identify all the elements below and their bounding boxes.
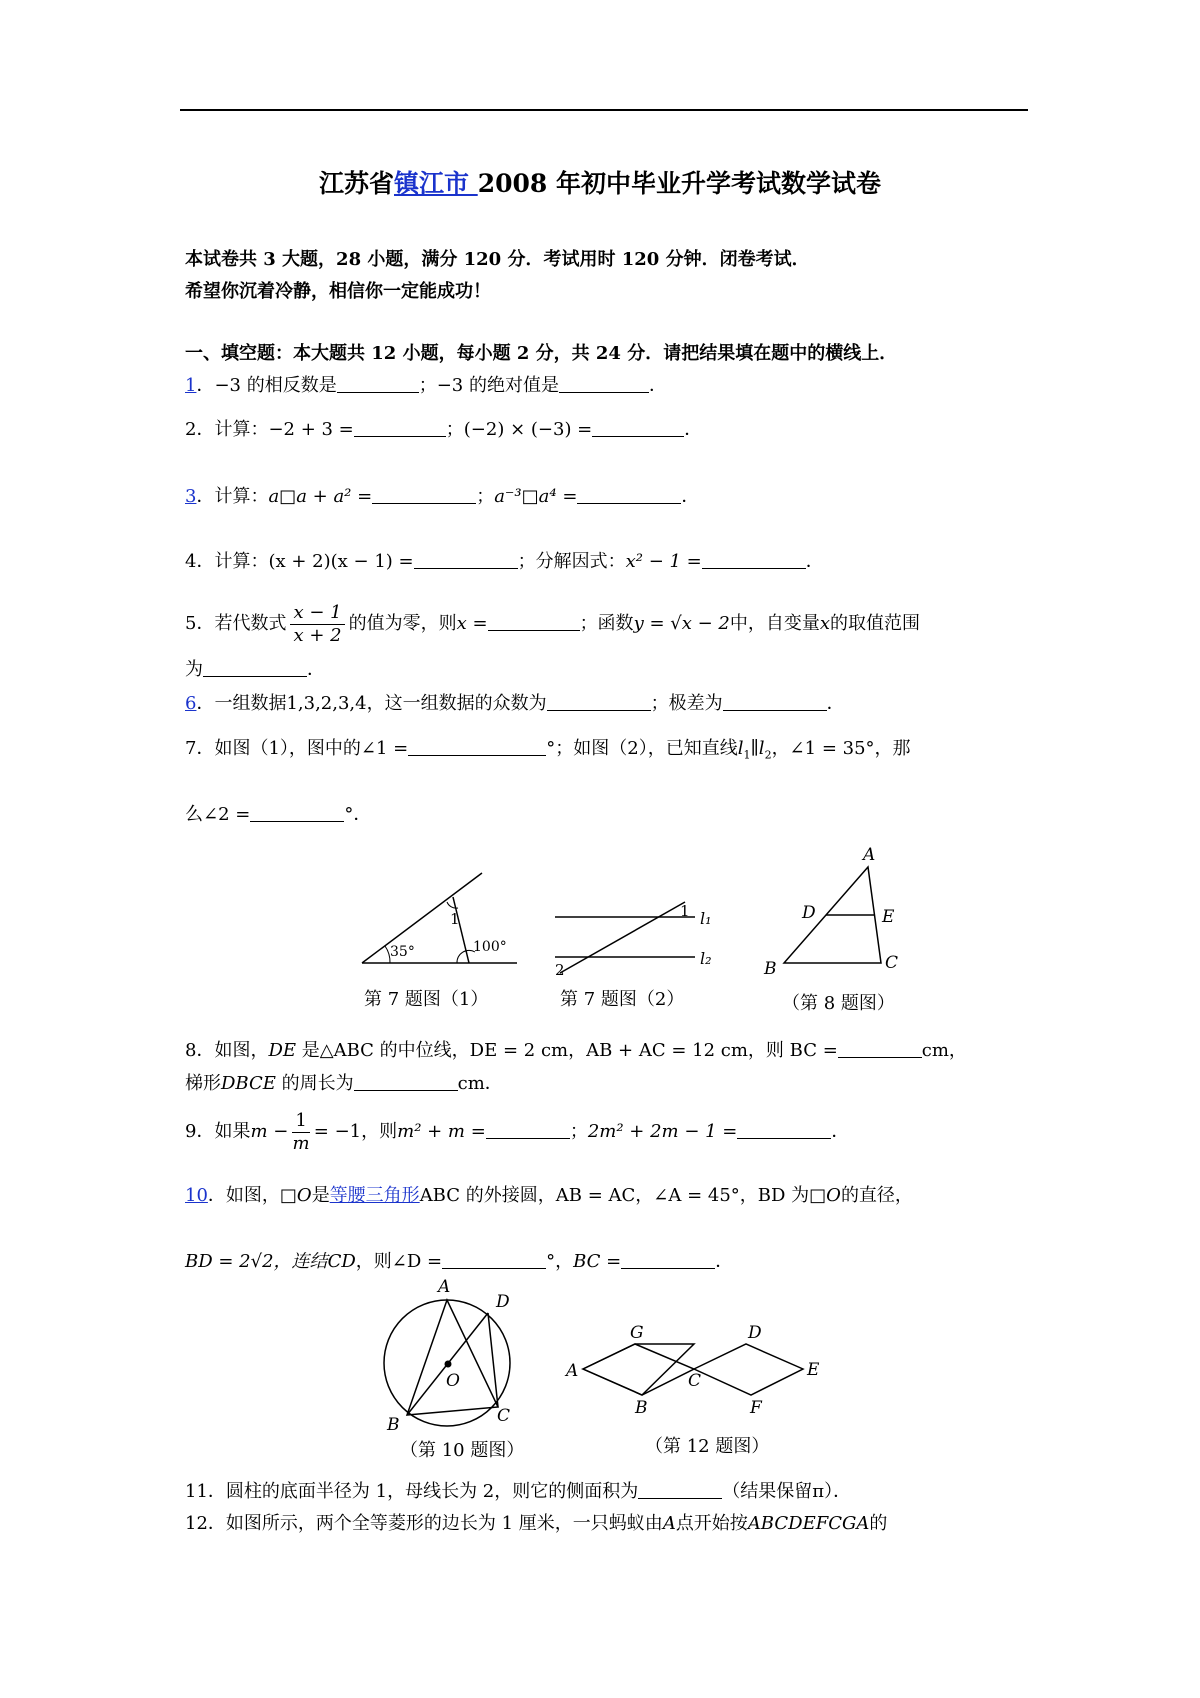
figure-7-2 bbox=[555, 902, 712, 979]
question-3-link[interactable]: 3 bbox=[185, 486, 197, 507]
fig12-label-D: D bbox=[748, 1323, 762, 1343]
fig8-label-A: A bbox=[863, 845, 876, 865]
fig8-label-D: D bbox=[802, 903, 816, 923]
caption-fig10: （第 10 题图） bbox=[400, 1440, 525, 1461]
figure-8 bbox=[763, 845, 898, 979]
question-10-link[interactable]: 10 bbox=[185, 1185, 208, 1206]
question-4: 4．计算：(x + 2)(x − 1) = ；分解因式：x² − 1 = ． bbox=[185, 551, 824, 572]
answer-blank bbox=[621, 1252, 715, 1269]
top-rule bbox=[180, 109, 1028, 111]
answer-blank bbox=[547, 694, 651, 711]
fig8-label-E: E bbox=[882, 907, 895, 927]
answer-blank bbox=[354, 420, 446, 437]
fig12-label-F: F bbox=[750, 1398, 762, 1418]
fig12-label-C: C bbox=[688, 1371, 702, 1391]
intro-line-2: 希望你沉着冷静，相信你一定能成功！ bbox=[185, 281, 491, 302]
fig10-label-D: D bbox=[496, 1292, 510, 1312]
fig10-label-C: C bbox=[497, 1406, 511, 1426]
question-10: 10．如图，□O是等腰三角形ABC 的外接圆，AB = AC，∠A = 45°，BD 为□O的直径， bbox=[185, 1185, 913, 1206]
title-prefix: 江苏省 bbox=[318, 169, 394, 198]
question-8-cont: 梯形DBCE 的周长为 cm． bbox=[185, 1073, 503, 1094]
answer-blank bbox=[337, 376, 419, 393]
fig7-1-label-1: 1 bbox=[450, 910, 460, 928]
figure-12 bbox=[564, 1323, 820, 1418]
question-7-cont: 么∠2 = °． bbox=[185, 804, 372, 825]
answer-blank bbox=[723, 694, 827, 711]
question-3: 3．计算：a□a + a² = ；a⁻³□a⁴ = ． bbox=[185, 486, 700, 507]
question-5: 5．若代数式 $\frac{x - 1}{x + 2}$ 的值为零，则x = ；函数y = √x − 2中，自变量x的取值范围 bbox=[185, 601, 921, 646]
answer-blank bbox=[414, 552, 518, 569]
fig12-label-A: A bbox=[566, 1361, 579, 1381]
fig7-1-label-100: 100° bbox=[473, 939, 507, 955]
caption-fig8: （第 8 题图） bbox=[782, 993, 895, 1014]
title-suffix: 2008 年初中毕业升学考试数学试卷 bbox=[477, 169, 882, 198]
fig8-label-C: C bbox=[885, 953, 899, 973]
answer-blank bbox=[559, 376, 649, 393]
fig7-2-label-l1: l₁ bbox=[700, 909, 712, 928]
answer-blank bbox=[442, 1252, 546, 1269]
question-6: 6．一组数据1,3,2,3,4，这一组数据的众数为 ；极差为 ． bbox=[185, 693, 845, 714]
caption-fig7-2: 第 7 题图（2） bbox=[560, 989, 685, 1010]
figure-row-7-8 bbox=[350, 840, 950, 990]
answer-blank bbox=[638, 1482, 722, 1499]
fig7-2-label-l2: l₂ bbox=[700, 949, 712, 968]
figure-row-10-12 bbox=[370, 1275, 840, 1430]
answer-blank bbox=[250, 805, 344, 822]
fig12-label-B: B bbox=[635, 1398, 648, 1418]
section-heading: 一、填空题：本大题共 12 小题，每小题 2 分，共 24 分．请把结果填在题中的横线上． bbox=[185, 343, 898, 364]
question-6-link[interactable]: 6 bbox=[185, 693, 197, 714]
figure-7-1 bbox=[362, 873, 517, 963]
question-5-cont: 为 ． bbox=[185, 659, 325, 680]
question-7: 7．如图（1），图中的∠1 = °；如图（2），已知直线$l_1\parallel l_2$，∠1 = 35°，那 bbox=[185, 738, 911, 762]
answer-blank bbox=[737, 1122, 831, 1139]
caption-fig12: （第 12 题图） bbox=[645, 1436, 770, 1457]
fig7-1-label-35: 35° bbox=[390, 944, 415, 960]
title-link[interactable]: 镇江市 bbox=[394, 169, 478, 198]
caption-fig7-1: 第 7 题图（1） bbox=[364, 989, 489, 1010]
answer-blank bbox=[203, 660, 307, 677]
fraction: $\frac{1}{m}$ bbox=[292, 1109, 310, 1154]
question-1-link[interactable]: 1 bbox=[185, 375, 197, 396]
answer-blank bbox=[702, 552, 806, 569]
answer-blank bbox=[592, 420, 684, 437]
fig10-label-O: O bbox=[446, 1371, 460, 1391]
answer-blank bbox=[488, 614, 580, 631]
question-1: 1．−3 的相反数是 ；−3 的绝对值是 ． bbox=[185, 375, 667, 396]
answer-blank bbox=[354, 1074, 458, 1091]
figure-10 bbox=[384, 1277, 510, 1430]
fig12-label-E: E bbox=[807, 1360, 820, 1380]
fig10-label-B: B bbox=[387, 1415, 400, 1430]
page-title bbox=[0, 164, 1200, 200]
fig7-2-label-1: 1 bbox=[680, 902, 690, 920]
answer-blank bbox=[838, 1041, 922, 1058]
question-8: 8．如图，DE 是△ABC 的中位线，DE = 2 cm，AB + AC = 12 cm，则 BC = cm， bbox=[185, 1040, 967, 1061]
fig12-label-G: G bbox=[630, 1323, 644, 1343]
question-10-cont: BD = 2√2，连结CD，则∠D = °，BC = ． bbox=[185, 1251, 734, 1272]
fig10-label-A: A bbox=[438, 1277, 451, 1297]
question-2: 2．计算：−2 + 3 = ；(−2) × (−3) = ． bbox=[185, 419, 703, 440]
question-11: 11．圆柱的底面半径为 1，母线长为 2，则它的侧面积为 （结果保留π）． bbox=[185, 1481, 852, 1502]
question-9: 9．如果m − $\frac{1}{m}$ = −1，则m² + m = ；2m² + 2m − 1 = ． bbox=[185, 1109, 850, 1154]
answer-blank bbox=[372, 487, 476, 504]
fig8-label-B: B bbox=[764, 959, 777, 979]
answer-blank bbox=[486, 1122, 570, 1139]
intro-line-1: 本试卷共 3 大题，28 小题，满分 120 分．考试用时 120 分钟．闭卷考试． bbox=[185, 249, 810, 270]
fraction: $\frac{x - 1}{x + 2}$ bbox=[290, 602, 344, 647]
isosceles-triangle-link[interactable]: 等腰三角形 bbox=[329, 1185, 420, 1206]
answer-blank bbox=[408, 739, 546, 756]
fig7-2-label-2: 2 bbox=[555, 961, 565, 979]
answer-blank bbox=[577, 487, 681, 504]
question-12: 12．如图所示，两个全等菱形的边长为 1 厘米，一只蚂蚁由A点开始按ABCDEFCGA的 bbox=[185, 1513, 888, 1534]
